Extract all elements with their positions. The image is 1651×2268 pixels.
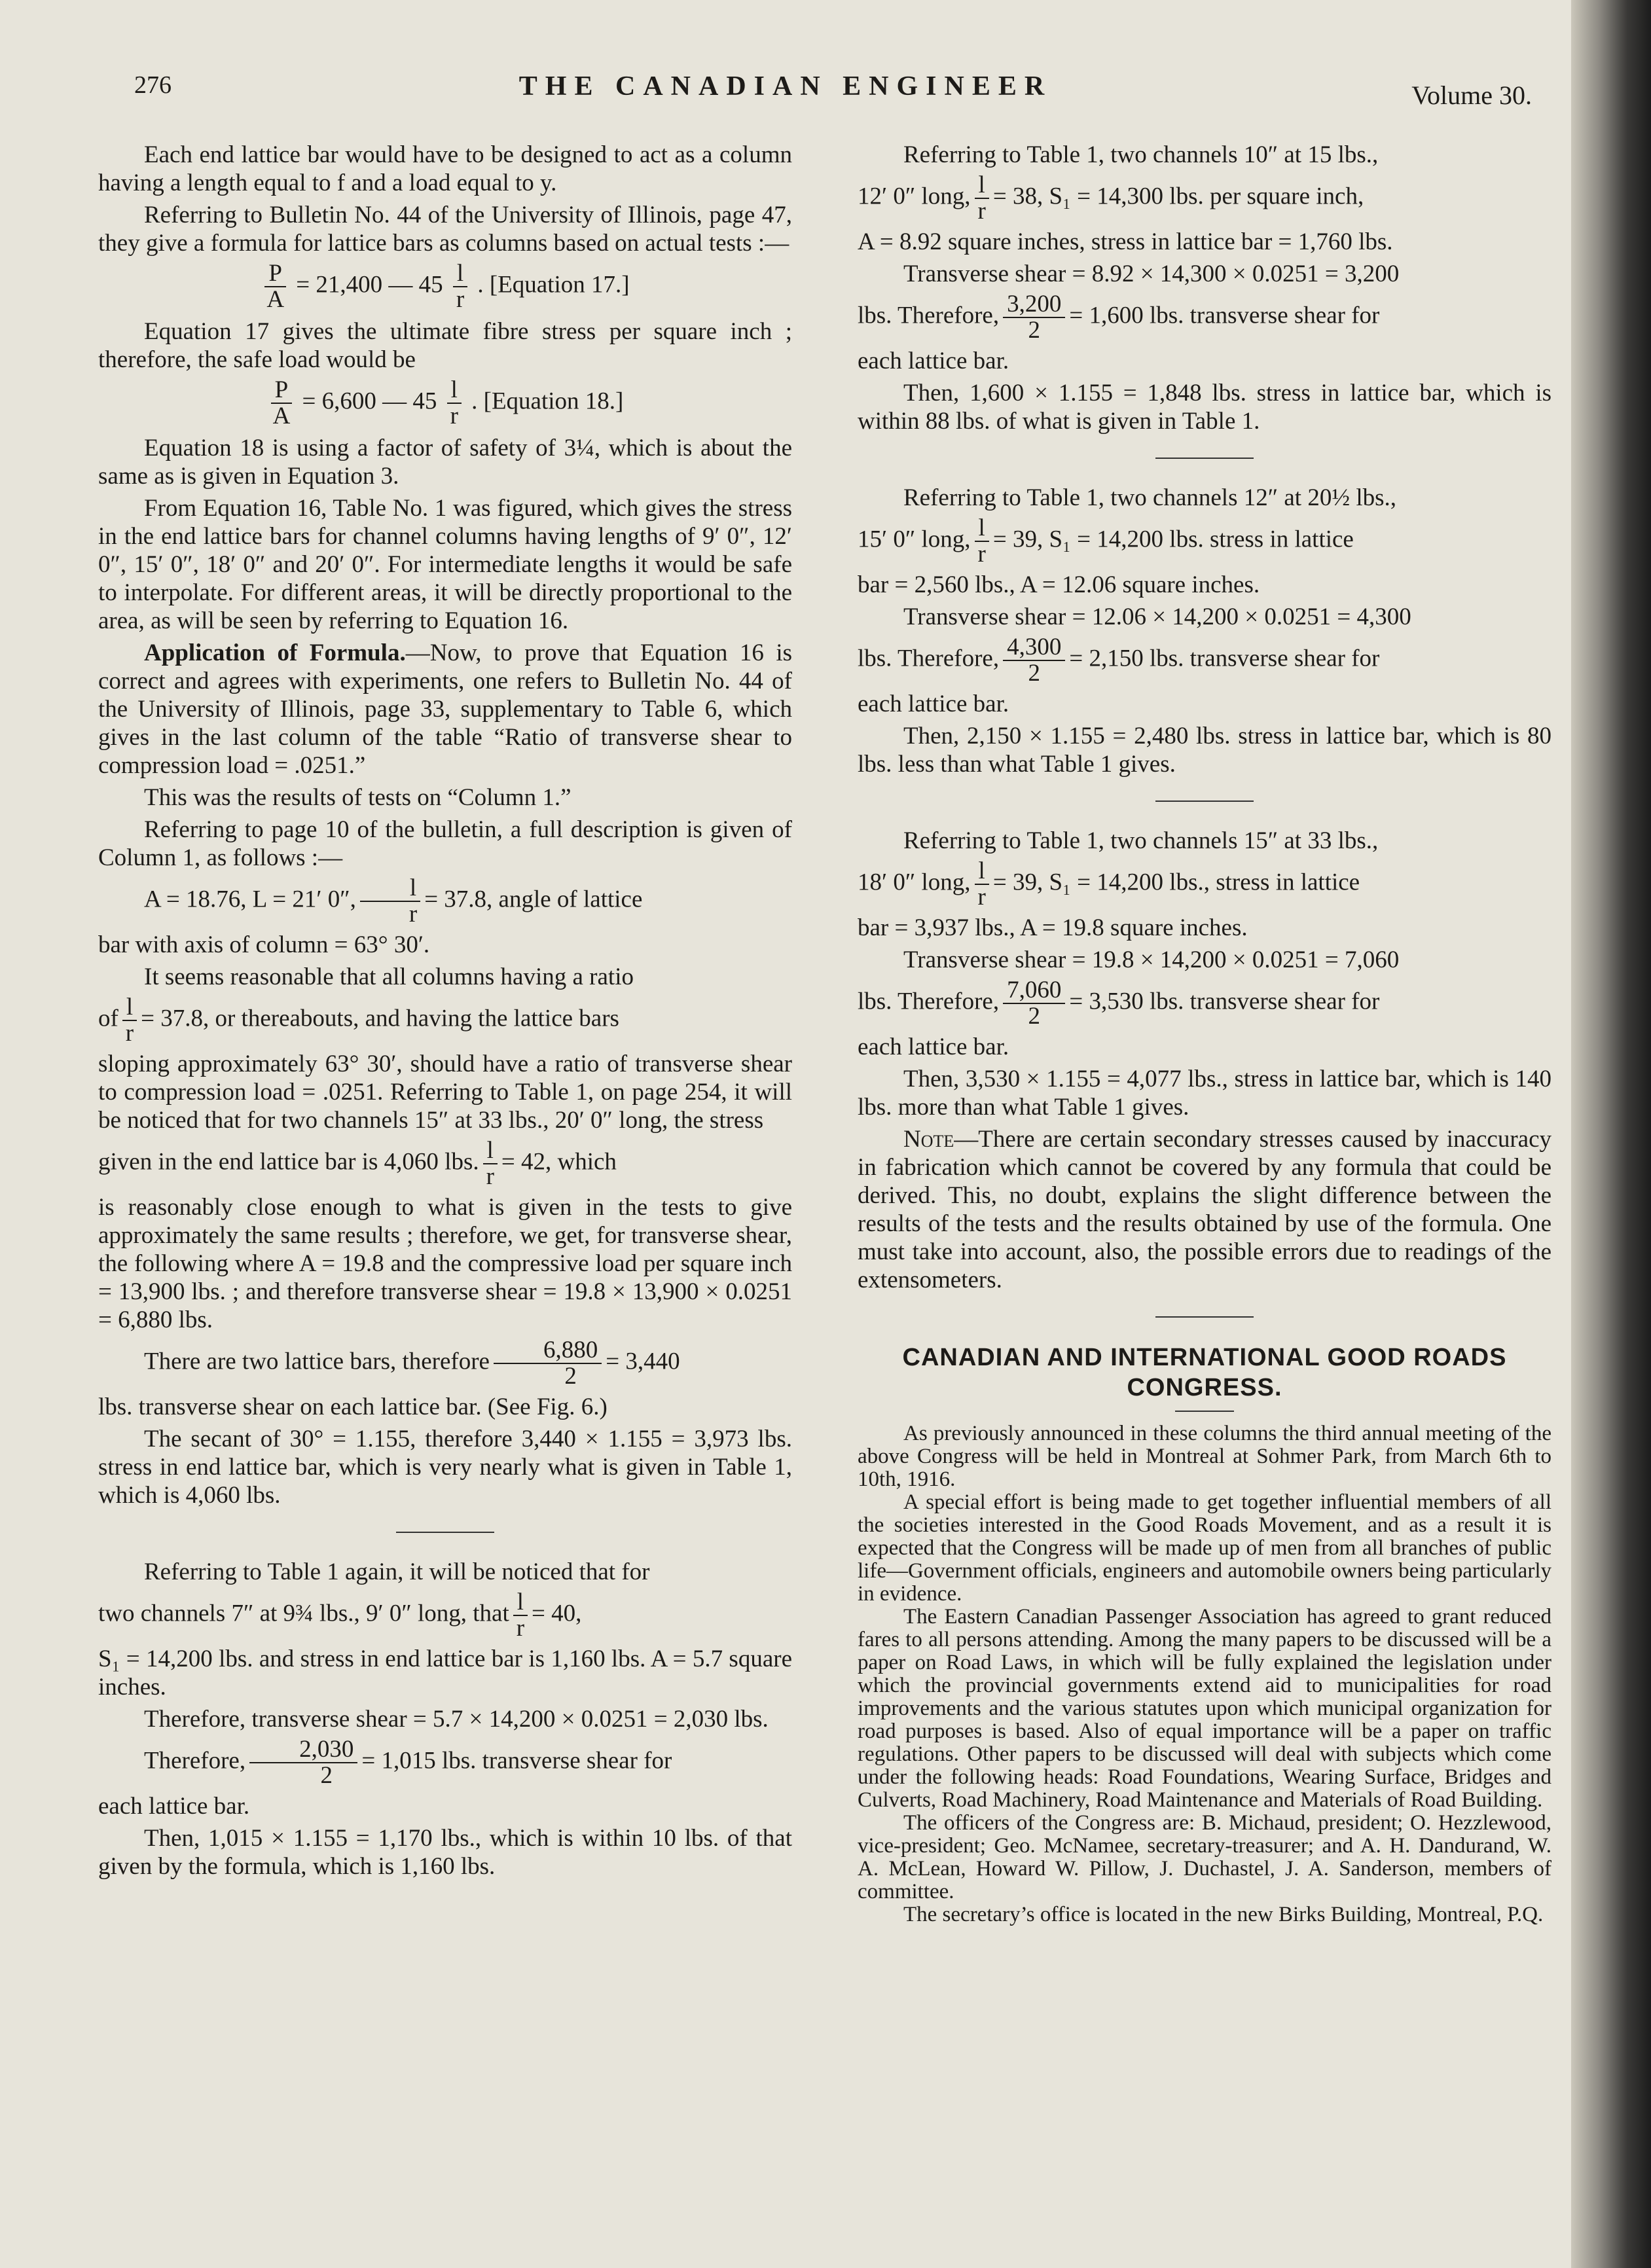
paragraph: 15′ 0″ long, $\frac{l}{r}$ = 39, S₁ = 14,200 lbs. stress in lattice (858, 514, 1354, 567)
equation-17: $\frac{P}{A}$ = 21,400 — 45 $\frac{l}{r}$ . [Equation 17.] (98, 261, 792, 312)
paragraph: each lattice bar. (858, 348, 1009, 374)
paragraph: The secant of 30° = 1.155, therefore 3,440 × 1.155 = 3,973 lbs. stress in end lattice bar, which is very nearly what is given in Table 1, which is 4,060 lbs. (98, 1426, 792, 1509)
paragraph: Referring to Table 1, two channels 10″ at 15 lbs., (903, 141, 1379, 168)
journal-title: THE CANADIAN ENGINEER (518, 71, 1053, 101)
equation-18: $\frac{P}{A}$ = 6,600 — 45 $\frac{l}{r}$ . [Equation 18.] (98, 378, 792, 429)
paragraph: A = 18.76, L = 21′ 0″, $\frac{l}{r}$ = 37.8, angle of lattice (144, 874, 643, 927)
note-paragraph: Note—There are certain secondary stresses caused by inaccuracy in fabrication which cannot be covered by any formula that could be derived. This, no doubt, explains the slight difference between the results of the tests and the results obtained by use of the formula. One must take into account, also, the possible errors due to readings of the extensometers. (858, 1126, 1551, 1293)
heading-divider (1175, 1411, 1234, 1412)
paragraph: of $\frac{l}{r}$ = 37.8, or thereabouts, and having the lattice bars (98, 994, 619, 1047)
paragraph: is reasonably close enough to what is given in the tests to give approximately the same results ; therefore, we get, for transverse shear, the following where A = 19.8 and the compressive load per square inch = 13,900 lbs. ; and therefore transverse shear = 19.8 × 13,900 × 0.0251 = 6,880 lbs. (98, 1194, 792, 1333)
paragraph: 18′ 0″ long, $\frac{l}{r}$ = 39, S₁ = 14,200 lbs., stress in lattice (858, 857, 1360, 910)
paragraph: Then, 1,015 × 1.155 = 1,170 lbs., which is within 10 lbs. of that given by the formula, which is 1,160 lbs. (98, 1825, 792, 1880)
paragraph: Referring to Bulletin No. 44 of the University of Illinois, page 47, they give a formula for lattice bars as columns based on actual tests :— (98, 202, 792, 257)
paragraph: Equation 17 gives the ultimate fibre stress per square inch ; therefore, the safe load would be (98, 318, 792, 373)
right-column (858, 141, 1551, 1926)
paragraph: two channels 7″ at 9¾ lbs., 9′ 0″ long, that $\frac{l}{r}$ = 40, (98, 1589, 582, 1642)
paragraph: Then, 2,150 × 1.155 = 2,480 lbs. stress in lattice bar, which is 80 lbs. less than what Table 1 gives. (858, 723, 1551, 778)
paragraph: sloping approximately 63° 30′, should have a ratio of transverse shear to compression load = .0251. Referring to Table 1, on page 254, it will be noticed that for two channels 15″ at 33 lbs., 20′ 0″ long, the stress (98, 1051, 792, 1134)
paragraph: Then, 3,530 × 1.155 = 4,077 lbs., stress in lattice bar, which is 140 lbs. more than what Table 1 gives. (858, 1066, 1551, 1121)
paragraph: Referring to page 10 of the bulletin, a full description is given of Column 1, as follows :— (98, 816, 792, 871)
paragraph: lbs. transverse shear on each lattice bar. (See Fig. 6.) (98, 1394, 608, 1420)
section-divider (1155, 801, 1254, 802)
left-column (98, 141, 792, 1884)
article-heading: CANADIAN AND INTERNATIONAL GOOD ROADS CONGRESS. (902, 1344, 1507, 1401)
paragraph: Transverse shear = 12.06 × 14,200 × 0.0251 = 4,300 (903, 603, 1411, 630)
paragraph: bar = 2,560 lbs., A = 12.06 square inches. (858, 571, 1260, 598)
paragraph: Referring to Table 1, two channels 12″ at 20½ lbs., (903, 484, 1397, 511)
paragraph: lbs. Therefore, $\frac{3,200}{2}$ = 1,600 lbs. transverse shear for (858, 291, 1380, 344)
paragraph: Therefore, transverse shear = 5.7 × 14,200 × 0.0251 = 2,030 lbs. (144, 1706, 769, 1733)
article-body (858, 1422, 1551, 1926)
paragraph: bar with axis of column = 63° 30′. (98, 931, 430, 958)
paragraph: lbs. Therefore, $\frac{7,060}{2}$ = 3,530 lbs. transverse shear for (858, 977, 1380, 1030)
paragraph: Referring to Table 1, two channels 15″ at 33 lbs., (903, 827, 1379, 854)
paragraph: given in the end lattice bar is 4,060 lbs. $\frac{l}{r}$ = 42, which (98, 1137, 617, 1190)
page-number: 276 (134, 71, 172, 99)
paragraph: lbs. Therefore, $\frac{4,300}{2}$ = 2,150 lbs. transverse shear for (858, 634, 1380, 687)
paragraph: Referring to Table 1 again, it will be noticed that for (144, 1558, 650, 1585)
section-divider (396, 1532, 494, 1533)
volume-label: Volume 30. (1411, 81, 1532, 110)
paragraph: Transverse shear = 8.92 × 14,300 × 0.0251 = 3,200 (903, 261, 1400, 287)
paragraph: bar = 3,937 lbs., A = 19.8 square inches. (858, 914, 1248, 941)
paragraph: This was the results of tests on “Column 1.” (144, 784, 572, 811)
section-divider (1155, 1316, 1254, 1318)
section-heading: Application of Formula. (144, 639, 406, 666)
paragraph: The officers of the Congress are: B. Michaud, president; O. Hezzlewood, vice-president; Geo. McNamee, secretary-treasurer; and A. H. Dandurand, W. A. McLean, Howard W. Pillow, J. Duchastel, J. A. Sanderson, members of committee. (858, 1811, 1551, 1903)
paragraph: each lattice bar. (98, 1793, 250, 1820)
paragraph: The Eastern Canadian Passenger Association has agreed to grant reduced fares to all persons attending. Among the many papers to be discussed will be a paper on Road Laws, in which will be fully explained the legislation under which the provincial governments extend aid to municipalities for road improvements and the various statutes upon which municipal organization for road purposes is based. Also of equal importance will be a paper on traffic regulations. Other papers to be discussed will deal with subjects which come under the following heads: Road Foundations, Wearing Surface, Bridges and Culverts, Road Machinery, Road Maintenance and Materials of Road Building. (858, 1605, 1551, 1812)
paragraph: each lattice bar. (858, 691, 1009, 717)
paragraph: A = 8.92 square inches, stress in lattice bar = 1,760 lbs. (858, 228, 1393, 255)
paragraph: 12′ 0″ long, $\frac{l}{r}$ = 38, S₁ = 14,300 lbs. per square inch, (858, 171, 1364, 225)
paragraph: Application of Formula.—Now, to prove that Equation 16 is correct and agrees with experiments, one refers to Bulletin No. 44 of the University of Illinois, page 33, supplementary to Table 6, which gives in the last column of the table “Ratio of transverse shear to compression load = .0251.” (98, 639, 792, 779)
paragraph: A special effort is being made to get together influential members of all the societies interested in the Good Roads Movement, and as a result it is expected that the Congress will be made up of men from all branches of public life—Government officials, engineers and automobile owners being particularly in evidence. (858, 1490, 1551, 1606)
paragraph: There are two lattice bars, therefore $\frac{6,880}{2}$ = 3,440 (144, 1337, 680, 1390)
book-spine-shadow (1571, 0, 1651, 2268)
paragraph: Equation 18 is using a factor of safety of 3¼, which is about the same as is given in Equation 3. (98, 435, 792, 490)
paragraph: S₁ = 14,200 lbs. and stress in end lattice bar is 1,160 lbs. A = 5.7 square inches. (98, 1646, 792, 1701)
paragraph: each lattice bar. (858, 1034, 1009, 1060)
page-header (0, 65, 1571, 118)
paragraph: Therefore, $\frac{2,030}{2}$ = 1,015 lbs. transverse shear for (144, 1736, 672, 1789)
paragraph: Then, 1,600 × 1.155 = 1,848 lbs. stress in lattice bar, which is within 88 lbs. of what is given in Table 1. (858, 380, 1551, 435)
paragraph: From Equation 16, Table No. 1 was figured, which gives the stress in the end lattice bars for channel columns having lengths of 9′ 0″, 12′ 0″, 15′ 0″, 18′ 0″ and 20′ 0″. For intermediate lengths it would be safe to interpolate. For different areas, it will be directly proportional to the area, as will be seen by referring to Equation 16. (98, 495, 792, 634)
paragraph: Transverse shear = 19.8 × 14,200 × 0.0251 = 7,060 (903, 946, 1400, 973)
paragraph: As previously announced in these columns the third annual meeting of the above Congress will be held in Montreal at Sohmer Park, from March 6th to 10th, 1916. (858, 1422, 1551, 1491)
section-divider (1155, 458, 1254, 459)
paragraph: Each end lattice bar would have to be designed to act as a column having a length equal to f and a load equal to y. (98, 141, 792, 196)
paragraph: The secretary’s office is located in the new Birks Building, Montreal, P.Q. (903, 1903, 1544, 1926)
paragraph: It seems reasonable that all columns having a ratio (144, 963, 634, 990)
